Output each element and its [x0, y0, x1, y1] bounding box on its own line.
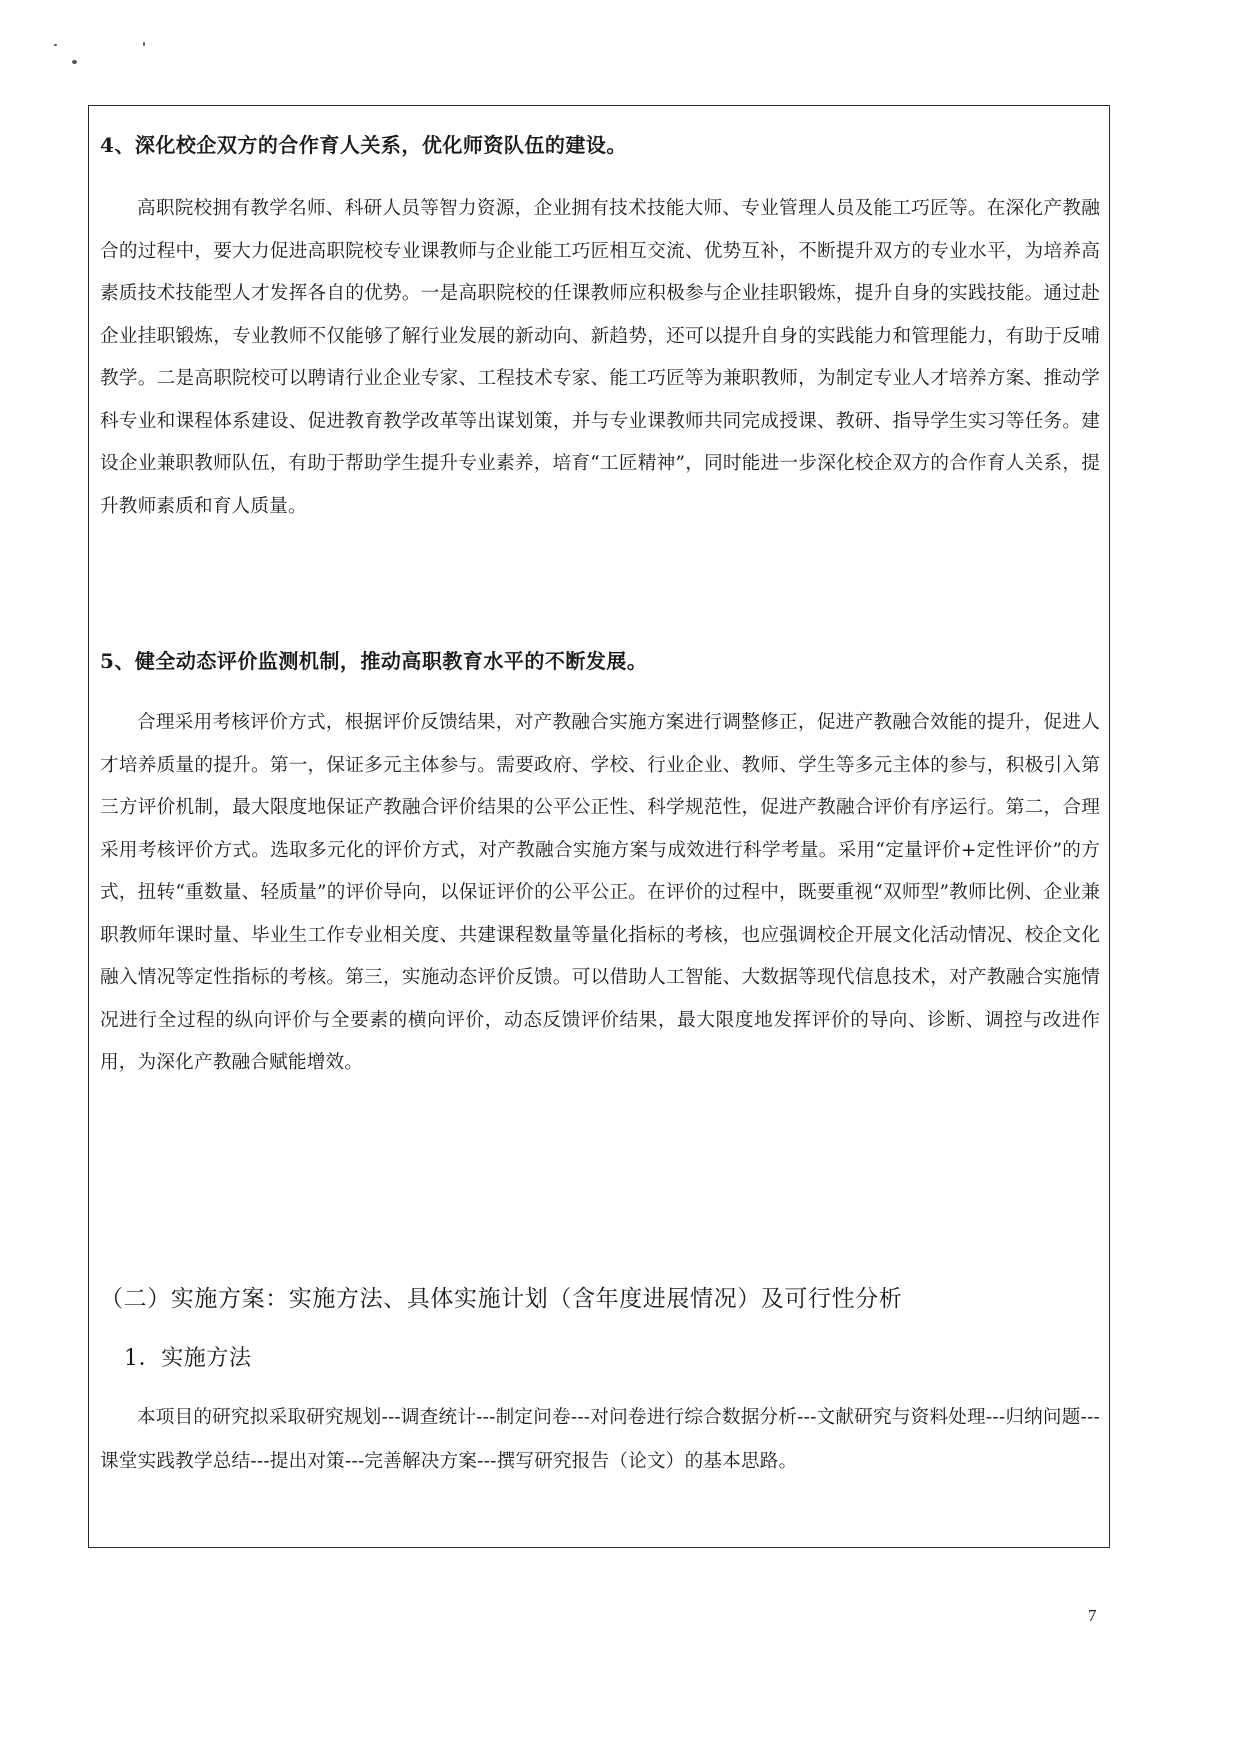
scan-speck [54, 44, 57, 46]
section-5-paragraph: 合理采用考核评价方式，根据评价反馈结果，对产教融合实施方案进行调整修正，促进产教融合效能的提升，促进人才培养质量的提升。第一，保证多元主体参与。需要政府、学校、行业企业、教师、学生等多元主体的参与，积极引入第三方评价机制，最大限度地保证产教融合评价结果的公平公正性、科学规范性，促进产教融合评价有序运行。第二，合理采用考核评价方式。选取多元化的评价方式，对产教融合实施方案与成效进行科学考量。采用“定量评价+定性评价”的方式，扭转“重数量、轻质量”的评价导向，以保证评价的公平公正。在评价的过程中，既要重视“双师型”教师比例、企业兼职教师年课时量、毕业生工作专业相关度、共建课程数量等量化指标的考核，也应强调校企开展文化活动情况、校企文化融入情况等定性指标的考核。第三，实施动态评价反馈。可以借助人工智能、大数据等现代信息技术，对产教融合实施情况进行全过程的纵向评价与全要素的横向评价，动态反馈评价结果，最大限度地发挥评价的导向、诊断、调控与改进作用，为深化产教融合赋能增效。 [100, 712, 1100, 1073]
page-number: 7 [1088, 1606, 1097, 1625]
scan-speck [72, 60, 77, 64]
plan-section-title: （二）实施方案：实施方法、具体实施计划（含年度进展情况）及可行性分析 [100, 1286, 903, 1312]
section-4-paragraph: 高职院校拥有教学名师、科研人员等智力资源，企业拥有技术技能大师、专业管理人员及能工巧匠等。在深化产教融合的过程中，要大力促进高职院校专业课教师与企业能工巧匠相互交流、优势互补，不断提升双方的专业水平，为培养高素质技术技能型人才发挥各自的优势。一是高职院校的任课教师应积极参与企业挂职锻炼，提升自身的实践技能。通过赴企业挂职锻炼，专业教师不仅能够了解行业发展的新动向、新趋势，还可以提升自身的实践能力和管理能力，有助于反哺教学。二是高职院校可以聘请行业企业专家、工程技术专家、能工巧匠等为兼职教师，为制定专业人才培养方案、推动学科专业和课程体系建设、促进教育教学改革等出谋划策，并与专业课教师共同完成授课、教研、指导学生实习等任务。建设企业兼职教师队伍，有助于帮助学生提升专业素养，培育“工匠精神”，同时能进一步深化校企双方的合作育人关系，提升教师素质和育人质量。 [100, 198, 1100, 517]
section-4-heading: 4、深化校企双方的合作育人关系，优化师资队伍的建设。 [100, 133, 627, 157]
plan-paragraph: 本项目的研究拟采取研究规划---调查统计---制定问卷---对问卷进行综合数据分析---文献研究与资料处理---归纳问题---课堂实践教学总结---提出对策---完善解决方案---撰写研究报告（论文）的基本思路。 [100, 1407, 1100, 1472]
scan-speck [143, 42, 145, 46]
plan-subtitle: 1．实施方法 [124, 1346, 252, 1371]
section-5-heading: 5、健全动态评价监测机制，推动高职教育水平的不断发展。 [100, 649, 648, 673]
